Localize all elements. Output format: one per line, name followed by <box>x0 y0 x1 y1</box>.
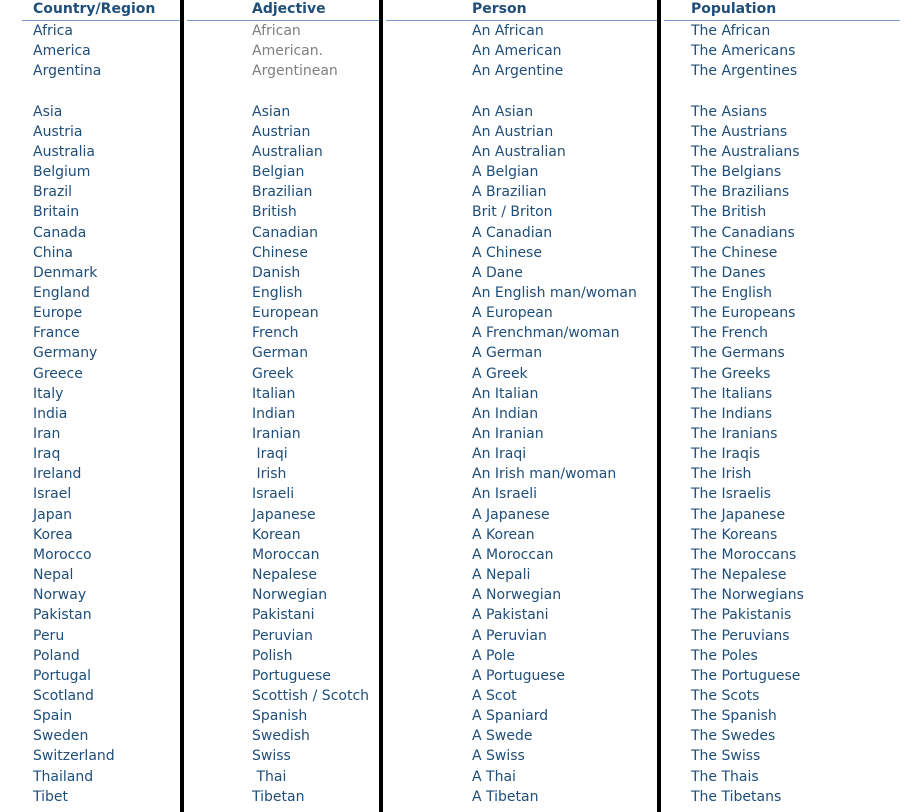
cell-country: Portugal <box>33 667 91 684</box>
cell-person: A Dane <box>472 264 523 281</box>
cell-adjective: Danish <box>252 264 301 281</box>
table-row <box>0 364 913 384</box>
table-row <box>0 726 913 746</box>
cell-population: The Spanish <box>691 708 777 725</box>
cell-country: Belgium <box>33 164 91 181</box>
cell-population: The Koreans <box>691 526 778 543</box>
cell-person: An Austrian <box>472 123 554 140</box>
cell-adjective: English <box>252 284 303 301</box>
cell-person: Brit / Briton <box>472 204 553 221</box>
cell-person: A Nepali <box>472 567 531 584</box>
cell-country: Switzerland <box>33 748 115 765</box>
cell-person: A Spaniard <box>472 708 549 725</box>
cell-country: Spain <box>33 708 73 725</box>
table-row <box>0 61 913 81</box>
cell-country: Greece <box>33 365 83 382</box>
table-row <box>0 767 913 787</box>
cell-country: Korea <box>33 526 73 543</box>
cell-population: The Swiss <box>691 748 761 765</box>
table-row <box>0 142 913 162</box>
cell-country: India <box>33 405 68 422</box>
cell-adjective: Nepalese <box>252 567 317 584</box>
cell-population: The Iraqis <box>691 446 761 463</box>
cell-country: Europe <box>33 305 83 322</box>
cell-adjective: Tibetan <box>252 788 305 805</box>
cell-country: Poland <box>33 647 80 664</box>
cell-person: An Italian <box>472 385 539 402</box>
cell-country: Japan <box>33 506 73 523</box>
cell-person: A Thai <box>472 768 516 785</box>
cell-country: Norway <box>33 587 87 604</box>
cell-country: Africa <box>33 23 73 39</box>
cell-country: Denmark <box>33 264 98 281</box>
table-row <box>0 525 913 545</box>
cell-adjective: Irish <box>252 466 287 483</box>
cell-country: Brazil <box>33 184 73 201</box>
cell-population: The Scots <box>691 687 760 704</box>
cell-country: Morocco <box>33 546 92 563</box>
cell-adjective: Belgian <box>252 164 305 181</box>
cell-adjective: Korean <box>252 526 301 543</box>
cell-country: Britain <box>33 204 80 221</box>
cell-person: An African <box>472 23 544 39</box>
table-row <box>0 384 913 404</box>
cell-population: The Swedes <box>691 728 776 745</box>
cell-person: A Pole <box>472 647 516 664</box>
table-row <box>0 787 913 807</box>
cell-population: The Austrians <box>691 123 788 140</box>
cell-person: A Moroccan <box>472 546 554 563</box>
cell-person: An American <box>472 43 562 60</box>
cell-adjective: American. <box>252 43 324 60</box>
cell-person: A Frenchman/woman <box>472 325 620 342</box>
cell-adjective: Iraqi <box>252 446 288 463</box>
cell-population: The Israelis <box>691 486 771 503</box>
cell-adjective: Indian <box>252 405 296 422</box>
cell-adjective: Polish <box>252 647 293 664</box>
cell-person: A Norwegian <box>472 587 562 604</box>
cell-person: A Tibetan <box>472 788 539 805</box>
cell-person: A Swiss <box>472 748 525 765</box>
table-row <box>0 605 913 625</box>
cell-population: The British <box>691 204 767 221</box>
cell-population: The Greeks <box>691 365 771 382</box>
table-row <box>0 484 913 504</box>
table-row <box>0 464 913 484</box>
cell-population: The Italians <box>691 385 773 402</box>
cell-country: Sweden <box>33 728 89 745</box>
cell-person: A Korean <box>472 526 535 543</box>
table-row <box>0 202 913 222</box>
cell-population: The Chinese <box>691 244 778 261</box>
table-row <box>0 21 913 41</box>
table-row <box>0 706 913 726</box>
cell-adjective: Scottish / Scotch <box>252 687 370 704</box>
blank-row <box>0 81 913 101</box>
table-row <box>0 323 913 343</box>
cell-population: The Germans <box>691 345 785 362</box>
cell-person: A Chinese <box>472 244 542 261</box>
cell-country: Canada <box>33 224 87 241</box>
cell-adjective: Argentinean <box>252 63 338 80</box>
cell-adjective: Australian <box>252 143 323 160</box>
header-country: Country/Region <box>33 1 156 17</box>
cell-adjective: Swiss <box>252 748 291 765</box>
cell-population: The Asians <box>691 103 767 120</box>
cell-country: Ireland <box>33 466 82 483</box>
table-row <box>0 343 913 363</box>
cell-population: The Pakistanis <box>691 607 792 624</box>
cell-adjective: Peruvian <box>252 627 313 644</box>
cell-population: The African <box>691 23 771 39</box>
cell-country: Nepal <box>33 567 74 584</box>
cell-population: The Norwegians <box>691 587 804 604</box>
cell-population: The Indians <box>691 405 773 422</box>
cell-country: England <box>33 284 90 301</box>
cell-adjective: Italian <box>252 385 296 402</box>
cell-population: The Europeans <box>691 305 796 322</box>
cell-country: Pakistan <box>33 607 92 624</box>
table-row <box>0 122 913 142</box>
cell-person: An English man/woman <box>472 284 637 301</box>
cell-country: Argentina <box>33 63 102 80</box>
cell-person: A Pakistani <box>472 607 549 624</box>
cell-population: The Canadians <box>691 224 795 241</box>
cell-person: A Swede <box>472 728 533 745</box>
cell-adjective: Brazilian <box>252 184 313 201</box>
cell-population: The Brazilians <box>691 184 790 201</box>
cell-adjective: Pakistani <box>252 607 315 624</box>
cell-population: The Peruvians <box>691 627 790 644</box>
cell-adjective: African <box>252 23 301 39</box>
cell-country: Tibet <box>33 788 68 805</box>
cell-adjective: Greek <box>252 365 294 382</box>
cell-population: The Australians <box>691 143 800 160</box>
cell-adjective: Thai <box>252 768 287 785</box>
cell-adjective: Chinese <box>252 244 308 261</box>
cell-person: A Peruvian <box>472 627 547 644</box>
cell-adjective: British <box>252 204 297 221</box>
cell-person: A Portuguese <box>472 667 565 684</box>
cell-country: Germany <box>33 345 98 362</box>
cell-country: Australia <box>33 143 95 160</box>
cell-person: An Iranian <box>472 426 544 442</box>
table-row <box>0 182 913 202</box>
cell-person: A Japanese <box>472 506 550 523</box>
cell-population: The Argentines <box>691 63 798 80</box>
cell-country: Austria <box>33 123 83 140</box>
cell-country: Scotland <box>33 687 94 704</box>
cell-population: The Irish <box>691 466 752 483</box>
cell-adjective: French <box>252 325 299 342</box>
table-row <box>0 263 913 283</box>
table-row <box>0 424 913 444</box>
table-row <box>0 626 913 646</box>
cell-country: Thailand <box>33 768 94 785</box>
cell-country: Iran <box>33 426 61 442</box>
cell-person: A European <box>472 305 553 322</box>
cell-adjective: European <box>252 305 319 322</box>
cell-country: Italy <box>33 385 64 402</box>
cell-adjective: Israeli <box>252 486 295 503</box>
table-row <box>0 646 913 666</box>
table-row <box>0 283 913 303</box>
table-row <box>0 444 913 464</box>
cell-adjective: German <box>252 345 309 362</box>
cell-population: The Danes <box>691 264 766 281</box>
cell-adjective: Iranian <box>252 426 301 442</box>
table-row <box>0 41 913 61</box>
cell-population: The Poles <box>691 647 758 664</box>
table-row <box>0 102 913 122</box>
cell-population: The Tibetans <box>691 788 782 805</box>
cell-population: The Nepalese <box>691 567 787 584</box>
cell-country: France <box>33 325 80 342</box>
cell-person: An Irish man/woman <box>472 466 617 483</box>
cell-population: The English <box>691 284 773 301</box>
cell-person: An Iraqi <box>472 446 527 463</box>
cell-person: A Greek <box>472 365 528 382</box>
table-row <box>0 404 913 424</box>
table-row <box>0 565 913 585</box>
cell-person: A Belgian <box>472 164 539 181</box>
cell-adjective: Portuguese <box>252 667 331 684</box>
cell-adjective: Swedish <box>252 728 310 745</box>
table-row <box>0 243 913 263</box>
cell-adjective: Austrian <box>252 123 311 140</box>
cell-population: The Iranians <box>691 426 778 442</box>
cell-adjective: Canadian <box>252 224 319 241</box>
table-row <box>0 505 913 525</box>
cell-person: A Scot <box>472 687 517 704</box>
cell-adjective: Spanish <box>252 708 308 725</box>
cell-adjective: Japanese <box>252 506 316 523</box>
cell-person: An Indian <box>472 405 539 422</box>
cell-person: An Argentine <box>472 63 564 80</box>
cell-country: Asia <box>33 103 63 120</box>
cell-population: The Portuguese <box>691 667 801 684</box>
header-adjective: Adjective <box>252 1 326 17</box>
table-row <box>0 686 913 706</box>
cell-population: The French <box>691 325 769 342</box>
cell-adjective: Asian <box>252 103 291 120</box>
cell-population: The Americans <box>691 43 796 60</box>
header-person: Person <box>472 1 527 17</box>
cell-person: An Asian <box>472 103 534 120</box>
cell-adjective: Norwegian <box>252 587 328 604</box>
table-row <box>0 223 913 243</box>
cell-adjective: Moroccan <box>252 546 320 563</box>
cell-country: China <box>33 244 73 261</box>
cell-person: An Israeli <box>472 486 538 503</box>
header-population: Population <box>691 1 777 17</box>
cell-person: An Australian <box>472 143 566 160</box>
cell-population: The Japanese <box>691 506 786 523</box>
table-row <box>0 585 913 605</box>
cell-person: A Brazilian <box>472 184 547 201</box>
cell-person: A German <box>472 345 543 362</box>
cell-country: Peru <box>33 627 65 644</box>
table-row <box>0 746 913 766</box>
cell-country: Israel <box>33 486 72 503</box>
table-row <box>0 666 913 686</box>
cell-country: America <box>33 43 91 60</box>
cell-population: The Belgians <box>691 164 782 181</box>
cell-country: Iraq <box>33 446 61 463</box>
table-row <box>0 545 913 565</box>
cell-population: The Moroccans <box>691 546 797 563</box>
cell-person: A Canadian <box>472 224 553 241</box>
table-row <box>0 303 913 323</box>
table-row <box>0 162 913 182</box>
cell-population: The Thais <box>691 768 759 785</box>
